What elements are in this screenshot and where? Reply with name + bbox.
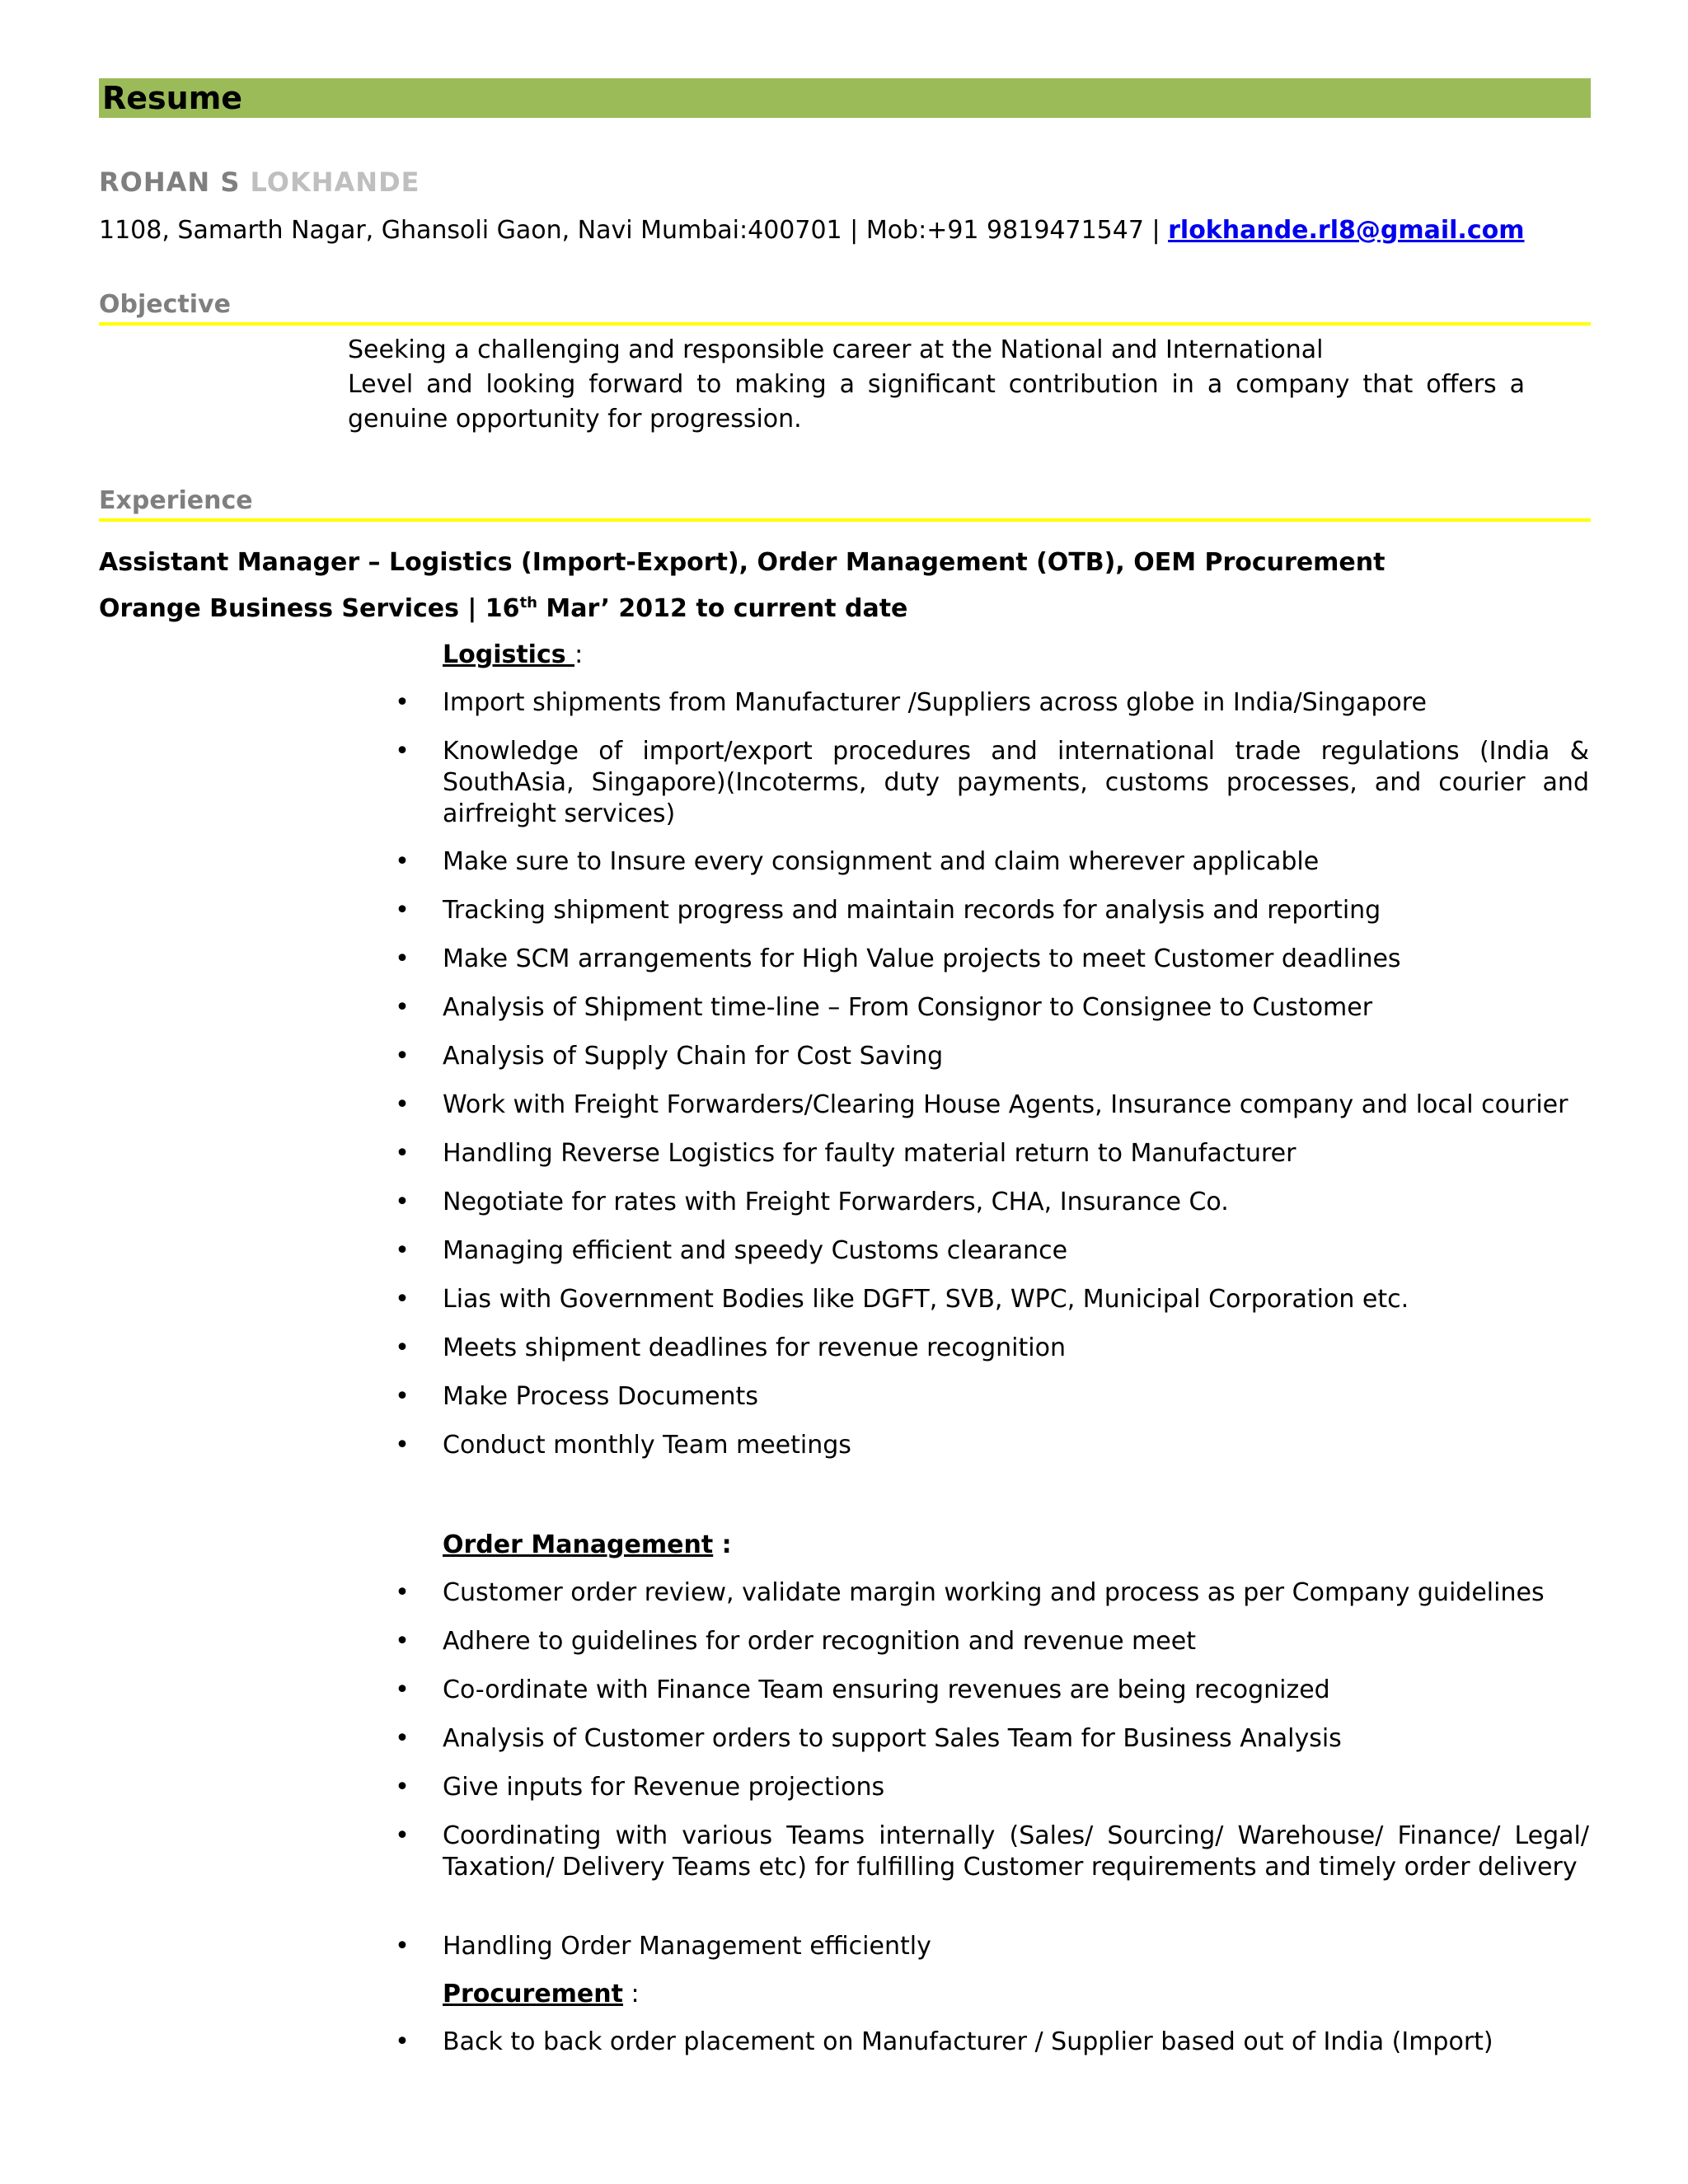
list-item-text: Analysis of Shipment time-line – From Consignor to Consignee to Customer — [443, 993, 1373, 1022]
list-item-text: Negotiate for rates with Freight Forwarders, CHA, Insurance Co. — [443, 1188, 1229, 1216]
bullet-icon: • — [395, 1285, 410, 1314]
list-item — [390, 1381, 1589, 1413]
list-item — [390, 1723, 1589, 1755]
list-item — [390, 736, 1589, 830]
list-item-text: Lias with Government Bodies like DGFT, SVB, WPC, Municipal Corporation etc. — [443, 1285, 1409, 1314]
last-name: LOKHANDE — [250, 166, 420, 198]
list-item-text: Handling Order Management efficiently — [443, 1932, 931, 1961]
email-link[interactable]: rlokhande.rl8@gmail.com — [1168, 216, 1525, 245]
bullet-icon: • — [395, 993, 410, 1022]
procurement-colon: : — [622, 1980, 640, 2008]
list-item — [390, 1235, 1589, 1267]
bullet-icon: • — [395, 737, 410, 766]
bullet-icon: • — [395, 1431, 410, 1460]
order-management-colon: : — [713, 1530, 732, 1559]
list-item-text: Managing efficient and speedy Customs clearance — [443, 1236, 1068, 1265]
bullet-icon: • — [395, 944, 410, 973]
bullet-icon: • — [395, 1139, 410, 1168]
list-item — [390, 1577, 1589, 1609]
bullet-icon: • — [395, 1188, 410, 1216]
resume-title: Resume — [102, 80, 243, 116]
list-item-text: Make Process Documents — [443, 1382, 758, 1411]
resume-banner — [99, 78, 1591, 118]
list-item-text: Tracking shipment progress and maintain records for analysis and reporting — [443, 896, 1381, 925]
list-item-text: Handling Reverse Logistics for faulty material return to Manufacturer — [443, 1139, 1296, 1168]
list-item-text: Coordinating with various Teams internally (Sales/ Sourcing/ Warehouse/ Finance/ Legal/ Taxation/ Delivery Teams etc) for fulfilling Customer requirements and timely order delivery — [443, 1821, 1589, 1882]
bullet-icon: • — [395, 1932, 410, 1961]
list-item — [390, 1675, 1589, 1706]
list-item-text: Make SCM arrangements for High Value projects to meet Customer deadlines — [443, 944, 1401, 973]
list-item-text: Work with Freight Forwarders/Clearing House Agents, Insurance company and local courier — [443, 1090, 1568, 1119]
bullet-icon: • — [395, 1821, 410, 1850]
bullet-icon: • — [395, 1333, 410, 1362]
list-item — [390, 687, 1589, 719]
list-item-text: Import shipments from Manufacturer /Suppliers across globe in India/Singapore — [443, 688, 1427, 717]
list-item — [390, 1187, 1589, 1218]
list-item — [390, 1626, 1589, 1657]
list-item-text: Knowledge of import/export procedures and international trade regulations (India & SouthAsia, Singapore)(Incoterms, duty payments, customs processes, and courier and airfreight services) — [443, 737, 1589, 828]
list-item — [390, 2027, 1589, 2058]
list-item-text: Back to back order placement on Manufacturer / Supplier based out of India (Import) — [443, 2027, 1493, 2056]
objective-heading: Objective — [99, 290, 1591, 326]
list-item — [390, 1138, 1589, 1169]
list-item-text: Analysis of Supply Chain for Cost Saving — [443, 1042, 944, 1071]
list-item — [390, 895, 1589, 926]
list-item — [390, 1284, 1589, 1315]
bullet-icon: • — [395, 1236, 410, 1265]
company-date-end: Mar’ 2012 to current date — [537, 594, 908, 623]
list-item-text: Customer order review, validate margin working and process as per Company guidelines — [443, 1578, 1545, 1607]
procurement-subheading — [443, 1980, 640, 2008]
list-item-text: Meets shipment deadlines for revenue recognition — [443, 1333, 1066, 1362]
objective-rest: Level and looking forward to making a significant contribution in a company that offers a genuine opportunity for progression. — [348, 370, 1525, 434]
list-item — [390, 992, 1589, 1024]
list-item — [390, 1821, 1589, 1883]
company-line — [99, 594, 907, 623]
bullet-icon: • — [395, 1724, 410, 1753]
bullet-icon: • — [395, 896, 410, 925]
list-item-text: Analysis of Customer orders to support Sales Team for Business Analysis — [443, 1724, 1342, 1753]
objective-line-1: Seeking a challenging and responsible career at the National and International — [348, 335, 1324, 364]
list-item-text: Co-ordinate with Finance Team ensuring revenues are being recognized — [443, 1675, 1330, 1704]
list-item — [390, 1090, 1589, 1121]
logistics-colon: : — [574, 640, 584, 669]
list-item-text: Adhere to guidelines for order recognition and revenue meet — [443, 1627, 1196, 1656]
list-item-text: Make sure to Insure every consignment and claim wherever applicable — [443, 847, 1320, 876]
list-item — [390, 1041, 1589, 1072]
list-item-text: Give inputs for Revenue projections — [443, 1773, 885, 1802]
list-item — [390, 1430, 1589, 1461]
logistics-label: Logistics — [443, 640, 575, 669]
date-ordinal-suffix: th — [519, 594, 537, 612]
experience-heading: Experience — [99, 486, 1591, 522]
list-item — [390, 1333, 1589, 1364]
procurement-label: Procurement — [443, 1980, 623, 2008]
company-name-date-start: Orange Business Services | 16 — [99, 594, 520, 623]
bullet-icon: • — [395, 2027, 410, 2056]
order-management-subheading — [443, 1530, 732, 1559]
first-name: ROHAN S — [99, 166, 241, 198]
list-item — [390, 1931, 1589, 1962]
list-item — [390, 944, 1589, 975]
list-item — [390, 1772, 1589, 1803]
list-item — [390, 846, 1589, 878]
bullet-icon: • — [395, 1578, 410, 1607]
bullet-icon: • — [395, 1773, 410, 1802]
bullet-icon: • — [395, 1042, 410, 1071]
job-title: Assistant Manager – Logistics (Import-Export), Order Management (OTB), OEM Procurement — [99, 548, 1386, 577]
bullet-icon: • — [395, 1675, 410, 1704]
order-management-label: Order Management — [443, 1530, 714, 1559]
contact-text: 1108, Samarth Nagar, Ghansoli Gaon, Navi Mumbai:400701 | Mob:+91 9819471547 | — [99, 216, 1169, 245]
bullet-icon: • — [395, 847, 410, 876]
bullet-icon: • — [395, 1627, 410, 1656]
bullet-icon: • — [395, 688, 410, 717]
bullet-icon: • — [395, 1090, 410, 1119]
list-item-text: Conduct monthly Team meetings — [443, 1431, 851, 1460]
logistics-subheading — [443, 640, 583, 669]
contact-line — [99, 216, 1599, 245]
candidate-name — [99, 166, 420, 198]
bullet-icon: • — [395, 1382, 410, 1411]
objective-text — [348, 333, 1525, 437]
